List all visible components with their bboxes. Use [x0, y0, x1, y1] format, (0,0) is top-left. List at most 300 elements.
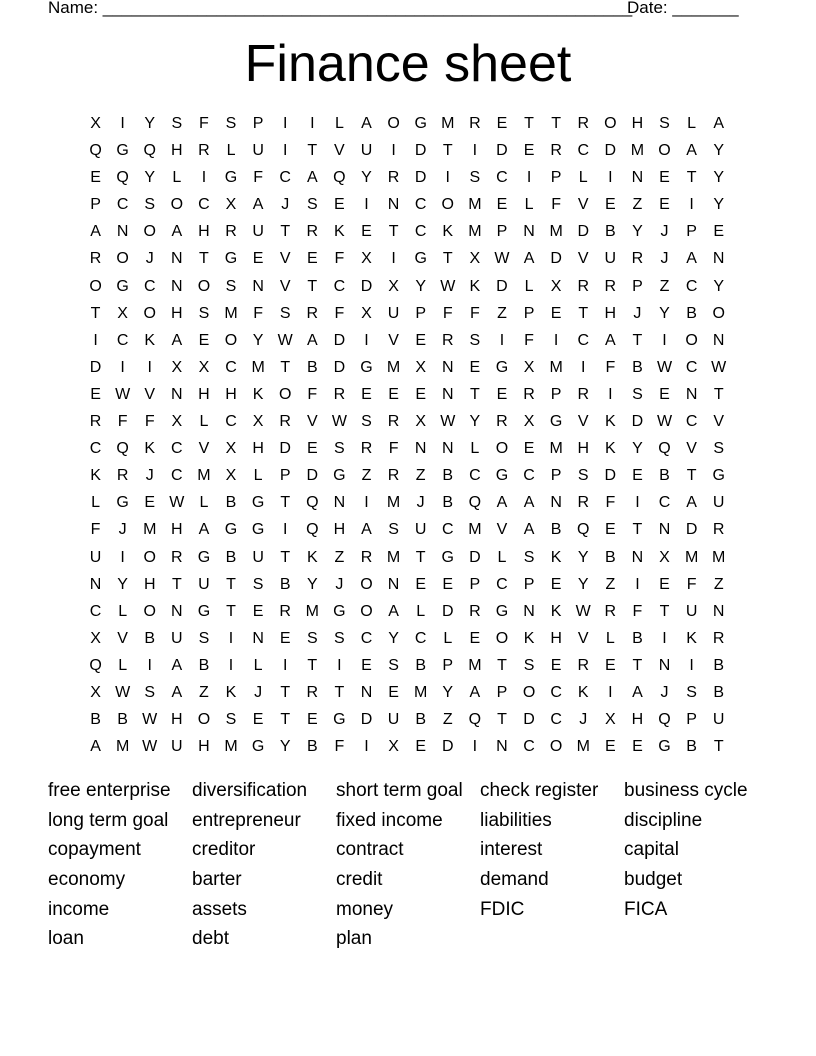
grid-letter[interactable]: E	[361, 385, 372, 403]
grid-letter[interactable]: H	[198, 738, 210, 756]
grid-letter[interactable]: C	[550, 683, 562, 701]
grid-letter[interactable]: A	[90, 223, 101, 241]
grid-letter[interactable]: Q	[306, 494, 319, 512]
grid-letter[interactable]: G	[658, 738, 671, 756]
grid-letter[interactable]: T	[713, 385, 724, 403]
grid-letter[interactable]: R	[306, 683, 319, 701]
grid-letter[interactable]: E	[469, 358, 481, 376]
grid-letter[interactable]: X	[388, 738, 399, 756]
grid-letter[interactable]: X	[252, 413, 264, 431]
grid-letter[interactable]: A	[496, 494, 508, 512]
grid-letter[interactable]: K	[604, 440, 616, 458]
grid-letter[interactable]: K	[686, 629, 697, 647]
grid-letter[interactable]: R	[604, 602, 617, 620]
grid-letter[interactable]: S	[252, 575, 264, 593]
grid-letter[interactable]: G	[495, 602, 509, 620]
grid-letter[interactable]: R	[171, 548, 183, 566]
grid-letter[interactable]: Y	[144, 115, 156, 132]
grid-letter[interactable]: C	[685, 277, 698, 295]
grid-letter[interactable]: V	[144, 385, 156, 403]
grid-letter[interactable]: J	[633, 304, 642, 322]
grid-letter[interactable]: D	[360, 277, 373, 295]
grid-letter[interactable]: X	[659, 548, 670, 566]
grid-letter[interactable]: E	[90, 385, 101, 403]
grid-letter[interactable]: D	[550, 250, 562, 268]
grid-letter[interactable]: A	[469, 683, 481, 701]
grid-letter[interactable]: C	[333, 277, 346, 295]
grid-letter[interactable]: U	[252, 548, 264, 566]
grid-letter[interactable]: E	[361, 656, 372, 674]
grid-letter[interactable]: Z	[334, 548, 345, 566]
grid-letter[interactable]: L	[416, 602, 426, 620]
grid-letter[interactable]: S	[523, 656, 535, 674]
grid-letter[interactable]: X	[225, 196, 237, 214]
grid-letter[interactable]: U	[252, 223, 264, 241]
grid-letter[interactable]: I	[364, 331, 369, 349]
grid-letter[interactable]: T	[90, 304, 101, 322]
grid-letter[interactable]: I	[581, 358, 586, 376]
grid-letter[interactable]: C	[198, 196, 210, 214]
grid-letter[interactable]: R	[712, 521, 725, 539]
grid-letter[interactable]: D	[577, 223, 590, 241]
grid-letter[interactable]: R	[387, 169, 400, 187]
grid-letter[interactable]: K	[550, 548, 562, 566]
grid-letter[interactable]: C	[496, 169, 508, 187]
grid-letter[interactable]: H	[604, 304, 617, 322]
grid-letter[interactable]: C	[116, 196, 129, 214]
grid-letter[interactable]: E	[415, 738, 426, 756]
grid-letter[interactable]: F	[90, 521, 101, 539]
grid-letter[interactable]: T	[442, 142, 453, 160]
grid-letter[interactable]: T	[632, 521, 643, 539]
grid-letter[interactable]: L	[524, 277, 534, 295]
grid-letter[interactable]: B	[632, 358, 643, 376]
grid-letter[interactable]: E	[604, 196, 616, 214]
grid-letter[interactable]: E	[252, 602, 264, 620]
grid-letter[interactable]: S	[144, 683, 156, 701]
grid-letter[interactable]: G	[116, 494, 129, 512]
grid-letter[interactable]: R	[496, 413, 508, 431]
grid-letter[interactable]: R	[469, 602, 481, 620]
grid-letter[interactable]: C	[550, 711, 562, 729]
grid-letter[interactable]: N	[171, 250, 183, 268]
grid-letter[interactable]: M	[305, 602, 319, 620]
grid-letter[interactable]: G	[251, 494, 265, 512]
grid-letter[interactable]: C	[496, 575, 508, 593]
grid-letter[interactable]: L	[443, 629, 453, 647]
grid-letter[interactable]: I	[120, 358, 125, 376]
grid-letter[interactable]: R	[198, 142, 210, 160]
grid-letter[interactable]: E	[632, 738, 643, 756]
grid-letter[interactable]: S	[198, 629, 210, 647]
grid-letter[interactable]: O	[224, 331, 238, 349]
grid-letter[interactable]: I	[282, 115, 288, 132]
grid-letter[interactable]: U	[712, 711, 725, 729]
grid-letter[interactable]: S	[388, 656, 399, 674]
grid-letter[interactable]: V	[577, 413, 589, 431]
grid-letter[interactable]: E	[388, 683, 399, 701]
grid-letter[interactable]: T	[497, 656, 507, 674]
grid-letter[interactable]: J	[660, 683, 669, 701]
grid-letter[interactable]: M	[251, 358, 265, 376]
grid-letter[interactable]: R	[469, 115, 481, 132]
grid-letter[interactable]: R	[306, 304, 319, 322]
grid-letter[interactable]: L	[334, 115, 344, 132]
grid-letter[interactable]: X	[523, 413, 535, 431]
grid-letter[interactable]: G	[251, 521, 265, 539]
grid-letter[interactable]: Z	[605, 575, 616, 593]
grid-letter[interactable]: N	[712, 250, 725, 268]
grid-letter[interactable]: E	[550, 656, 562, 674]
grid-letter[interactable]: P	[632, 277, 643, 295]
grid-letter[interactable]: R	[279, 413, 291, 431]
grid-letter[interactable]: J	[660, 223, 669, 241]
grid-letter[interactable]: B	[144, 629, 156, 647]
grid-letter[interactable]: E	[306, 440, 318, 458]
grid-letter[interactable]: H	[171, 521, 183, 539]
grid-letter[interactable]: C	[225, 358, 237, 376]
grid-letter[interactable]: E	[415, 385, 426, 403]
grid-letter[interactable]: M	[115, 738, 130, 756]
grid-letter[interactable]: H	[225, 385, 237, 403]
grid-letter[interactable]: Q	[577, 521, 590, 539]
grid-letter[interactable]: B	[306, 358, 318, 376]
grid-letter[interactable]: Y	[713, 196, 725, 214]
grid-letter[interactable]: B	[442, 467, 454, 485]
grid-letter[interactable]: P	[550, 385, 562, 403]
grid-letter[interactable]: P	[469, 575, 481, 593]
grid-letter[interactable]: J	[145, 467, 154, 485]
grid-letter[interactable]: E	[496, 115, 508, 132]
grid-letter[interactable]: X	[198, 358, 210, 376]
grid-letter[interactable]: M	[468, 521, 482, 539]
grid-letter[interactable]: C	[523, 738, 535, 756]
grid-letter[interactable]: Z	[199, 683, 209, 701]
grid-letter[interactable]: E	[550, 575, 562, 593]
grid-letter[interactable]: L	[172, 169, 182, 187]
grid-letter[interactable]: V	[306, 413, 318, 431]
grid-letter[interactable]: A	[306, 169, 318, 187]
grid-letter[interactable]: K	[469, 277, 481, 295]
grid-letter[interactable]: G	[414, 250, 427, 268]
grid-letter[interactable]: G	[224, 169, 238, 187]
grid-letter[interactable]: E	[659, 385, 670, 403]
grid-letter[interactable]: G	[549, 413, 563, 431]
grid-letter[interactable]: M	[549, 223, 563, 241]
grid-letter[interactable]: M	[441, 115, 455, 132]
grid-letter[interactable]: A	[523, 494, 535, 512]
grid-letter[interactable]: N	[333, 494, 346, 512]
grid-letter[interactable]: T	[632, 656, 643, 674]
grid-letter[interactable]: A	[388, 602, 399, 620]
grid-letter[interactable]: A	[713, 115, 725, 132]
grid-letter[interactable]: N	[496, 738, 508, 756]
grid-letter[interactable]: Y	[361, 169, 372, 187]
grid-letter[interactable]: Y	[469, 413, 481, 431]
grid-letter[interactable]: J	[254, 683, 263, 701]
grid-letter[interactable]: S	[659, 115, 670, 132]
grid-letter[interactable]: T	[280, 711, 291, 729]
grid-letter[interactable]: R	[604, 277, 617, 295]
grid-letter[interactable]: P	[686, 711, 697, 729]
grid-letter[interactable]: R	[387, 413, 400, 431]
grid-letter[interactable]: J	[281, 196, 290, 214]
grid-letter[interactable]: B	[713, 683, 725, 701]
grid-letter[interactable]: I	[364, 196, 369, 214]
grid-letter[interactable]: U	[171, 629, 183, 647]
grid-letter[interactable]: X	[361, 250, 372, 268]
grid-letter[interactable]: E	[306, 250, 318, 268]
grid-letter[interactable]: F	[388, 440, 399, 458]
grid-letter[interactable]: I	[93, 331, 98, 349]
grid-letter[interactable]: T	[632, 331, 643, 349]
grid-letter[interactable]: O	[116, 250, 129, 268]
grid-letter[interactable]: D	[333, 358, 346, 376]
grid-letter[interactable]: C	[685, 413, 698, 431]
grid-letter[interactable]: U	[252, 142, 264, 160]
grid-letter[interactable]: N	[414, 440, 427, 458]
grid-letter[interactable]: T	[713, 738, 724, 756]
grid-letter[interactable]: Y	[713, 277, 725, 295]
grid-letter[interactable]: C	[360, 629, 373, 647]
grid-letter[interactable]: U	[171, 738, 183, 756]
grid-letter[interactable]: Y	[306, 575, 318, 593]
grid-letter[interactable]: E	[306, 711, 318, 729]
grid-letter[interactable]: F	[632, 602, 643, 620]
grid-letter[interactable]: V	[198, 440, 210, 458]
grid-letter[interactable]: C	[685, 358, 698, 376]
grid-letter[interactable]: H	[631, 115, 644, 132]
grid-letter[interactable]: U	[685, 602, 698, 620]
grid-letter[interactable]: M	[576, 738, 590, 756]
grid-letter[interactable]: C	[414, 223, 427, 241]
grid-letter[interactable]: P	[415, 304, 426, 322]
grid-letter[interactable]: D	[496, 277, 508, 295]
grid-letter[interactable]: X	[469, 250, 481, 268]
grid-letter[interactable]: M	[224, 738, 238, 756]
grid-letter[interactable]: T	[388, 223, 399, 241]
grid-letter[interactable]: D	[604, 142, 617, 160]
grid-letter[interactable]: H	[252, 440, 264, 458]
grid-letter[interactable]: R	[360, 548, 373, 566]
grid-letter[interactable]: E	[442, 575, 454, 593]
grid-letter[interactable]: F	[605, 494, 616, 512]
grid-letter[interactable]: A	[604, 331, 616, 349]
grid-letter[interactable]: H	[198, 385, 210, 403]
grid-letter[interactable]: M	[468, 196, 482, 214]
grid-letter[interactable]: X	[171, 413, 183, 431]
grid-letter[interactable]: I	[608, 683, 613, 701]
grid-letter[interactable]: U	[387, 304, 400, 322]
grid-letter[interactable]: T	[524, 115, 534, 132]
grid-letter[interactable]: W	[656, 413, 673, 431]
grid-letter[interactable]: I	[120, 548, 125, 566]
grid-letter[interactable]: B	[632, 629, 643, 647]
grid-letter[interactable]: G	[224, 250, 238, 268]
grid-letter[interactable]: R	[441, 331, 454, 349]
grid-letter[interactable]: E	[388, 385, 399, 403]
grid-letter[interactable]: P	[550, 467, 562, 485]
grid-letter[interactable]: J	[579, 711, 588, 729]
grid-letter[interactable]: Z	[442, 711, 453, 729]
grid-letter[interactable]: N	[171, 277, 183, 295]
grid-letter[interactable]: I	[472, 738, 478, 756]
grid-letter[interactable]: K	[225, 683, 237, 701]
grid-letter[interactable]: P	[550, 169, 562, 187]
grid-letter[interactable]: N	[550, 494, 562, 512]
grid-letter[interactable]: E	[198, 331, 210, 349]
grid-letter[interactable]: S	[144, 196, 156, 214]
grid-letter[interactable]: K	[442, 223, 454, 241]
grid-letter[interactable]: C	[171, 467, 183, 485]
grid-letter[interactable]: I	[337, 656, 342, 674]
grid-letter[interactable]: Y	[117, 575, 128, 593]
grid-letter[interactable]: N	[252, 277, 264, 295]
grid-letter[interactable]: T	[686, 467, 697, 485]
grid-letter[interactable]: T	[686, 169, 697, 187]
grid-letter[interactable]: N	[441, 358, 454, 376]
grid-letter[interactable]: C	[171, 440, 183, 458]
grid-letter[interactable]: W	[115, 683, 131, 701]
grid-letter[interactable]: N	[441, 440, 454, 458]
grid-letter[interactable]: I	[608, 169, 613, 187]
grid-letter[interactable]: D	[441, 602, 454, 620]
grid-letter[interactable]: K	[90, 467, 101, 485]
grid-letter[interactable]: O	[360, 602, 373, 620]
grid-letter[interactable]: E	[496, 196, 508, 214]
grid-letter[interactable]: I	[635, 575, 640, 593]
grid-letter[interactable]: E	[252, 711, 264, 729]
grid-letter[interactable]: M	[468, 223, 482, 241]
grid-letter[interactable]: L	[605, 629, 615, 647]
grid-letter[interactable]: L	[118, 656, 128, 674]
grid-letter[interactable]: A	[171, 683, 183, 701]
grid-letter[interactable]: I	[553, 331, 559, 349]
grid-letter[interactable]: V	[686, 440, 697, 458]
grid-letter[interactable]: L	[497, 548, 507, 566]
grid-letter[interactable]: G	[197, 602, 211, 620]
grid-letter[interactable]: P	[523, 575, 535, 593]
grid-letter[interactable]: F	[253, 169, 263, 187]
grid-letter[interactable]: R	[360, 440, 373, 458]
grid-letter[interactable]: N	[360, 683, 373, 701]
grid-letter[interactable]: G	[441, 548, 454, 566]
grid-letter[interactable]: S	[334, 440, 345, 458]
grid-letter[interactable]: U	[198, 575, 210, 593]
grid-letter[interactable]: R	[577, 115, 590, 132]
grid-letter[interactable]: H	[550, 629, 562, 647]
grid-letter[interactable]: M	[386, 358, 401, 376]
grid-letter[interactable]: D	[89, 358, 102, 376]
grid-letter[interactable]: K	[334, 223, 345, 241]
grid-letter[interactable]: P	[90, 196, 101, 214]
grid-letter[interactable]: T	[280, 358, 291, 376]
grid-letter[interactable]: O	[360, 575, 373, 593]
grid-letter[interactable]: F	[334, 250, 345, 268]
grid-letter[interactable]: L	[118, 602, 128, 620]
grid-letter[interactable]: X	[117, 304, 128, 322]
grid-letter[interactable]: G	[495, 358, 509, 376]
grid-letter[interactable]: S	[713, 440, 725, 458]
grid-letter[interactable]: L	[199, 494, 209, 512]
grid-letter[interactable]: C	[414, 196, 427, 214]
grid-letter[interactable]: P	[252, 115, 264, 132]
grid-letter[interactable]: W	[142, 711, 158, 729]
grid-letter[interactable]: E	[415, 331, 426, 349]
grid-letter[interactable]: I	[635, 494, 640, 512]
grid-letter[interactable]: M	[549, 358, 563, 376]
grid-letter[interactable]: I	[445, 169, 450, 187]
grid-letter[interactable]: N	[658, 521, 671, 539]
grid-letter[interactable]: G	[224, 521, 238, 539]
grid-letter[interactable]: Q	[143, 142, 156, 160]
grid-letter[interactable]: Z	[632, 196, 643, 214]
grid-letter[interactable]: U	[604, 250, 617, 268]
grid-letter[interactable]: X	[90, 629, 101, 647]
grid-letter[interactable]: I	[608, 385, 613, 403]
grid-letter[interactable]: M	[386, 494, 401, 512]
grid-letter[interactable]: I	[147, 358, 152, 376]
grid-letter[interactable]: W	[711, 358, 727, 376]
grid-letter[interactable]: Z	[361, 467, 372, 485]
grid-letter[interactable]: Q	[658, 711, 671, 729]
grid-letter[interactable]: N	[387, 196, 400, 214]
grid-letter[interactable]: O	[658, 142, 671, 160]
grid-letter[interactable]: G	[712, 467, 725, 485]
grid-letter[interactable]: Q	[89, 142, 102, 160]
grid-letter[interactable]: E	[659, 575, 670, 593]
grid-letter[interactable]: O	[495, 629, 509, 647]
grid-letter[interactable]: V	[577, 250, 589, 268]
grid-letter[interactable]: S	[225, 277, 237, 295]
grid-letter[interactable]: D	[685, 521, 698, 539]
grid-letter[interactable]: L	[578, 169, 588, 187]
grid-letter[interactable]: B	[686, 304, 697, 322]
grid-letter[interactable]: O	[604, 115, 617, 132]
grid-letter[interactable]: A	[90, 738, 101, 756]
grid-letter[interactable]: F	[442, 304, 453, 322]
grid-letter[interactable]: D	[414, 142, 427, 160]
grid-letter[interactable]: U	[414, 521, 427, 539]
grid-letter[interactable]: S	[198, 304, 210, 322]
grid-letter[interactable]: X	[604, 711, 616, 729]
grid-letter[interactable]: L	[687, 115, 697, 132]
grid-letter[interactable]: R	[89, 250, 102, 268]
grid-letter[interactable]: V	[279, 277, 291, 295]
grid-letter[interactable]: H	[171, 304, 183, 322]
grid-letter[interactable]: I	[310, 115, 315, 132]
grid-letter[interactable]: T	[226, 602, 236, 620]
grid-letter[interactable]: B	[225, 548, 237, 566]
grid-letter[interactable]: V	[279, 250, 291, 268]
grid-letter[interactable]: C	[523, 467, 535, 485]
grid-letter[interactable]: N	[171, 602, 183, 620]
grid-letter[interactable]: I	[201, 169, 207, 187]
grid-letter[interactable]: O	[441, 196, 454, 214]
grid-letter[interactable]: O	[143, 602, 156, 620]
grid-letter[interactable]: X	[225, 467, 237, 485]
grid-letter[interactable]: M	[197, 467, 211, 485]
grid-letter[interactable]: C	[89, 602, 102, 620]
grid-letter[interactable]: S	[225, 115, 237, 132]
grid-letter[interactable]: R	[550, 142, 562, 160]
grid-letter[interactable]: G	[251, 738, 265, 756]
grid-letter[interactable]: Y	[713, 142, 725, 160]
grid-letter[interactable]: B	[550, 521, 562, 539]
grid-letter[interactable]: B	[604, 548, 616, 566]
grid-letter[interactable]: W	[142, 738, 158, 756]
grid-letter[interactable]: A	[252, 196, 264, 214]
